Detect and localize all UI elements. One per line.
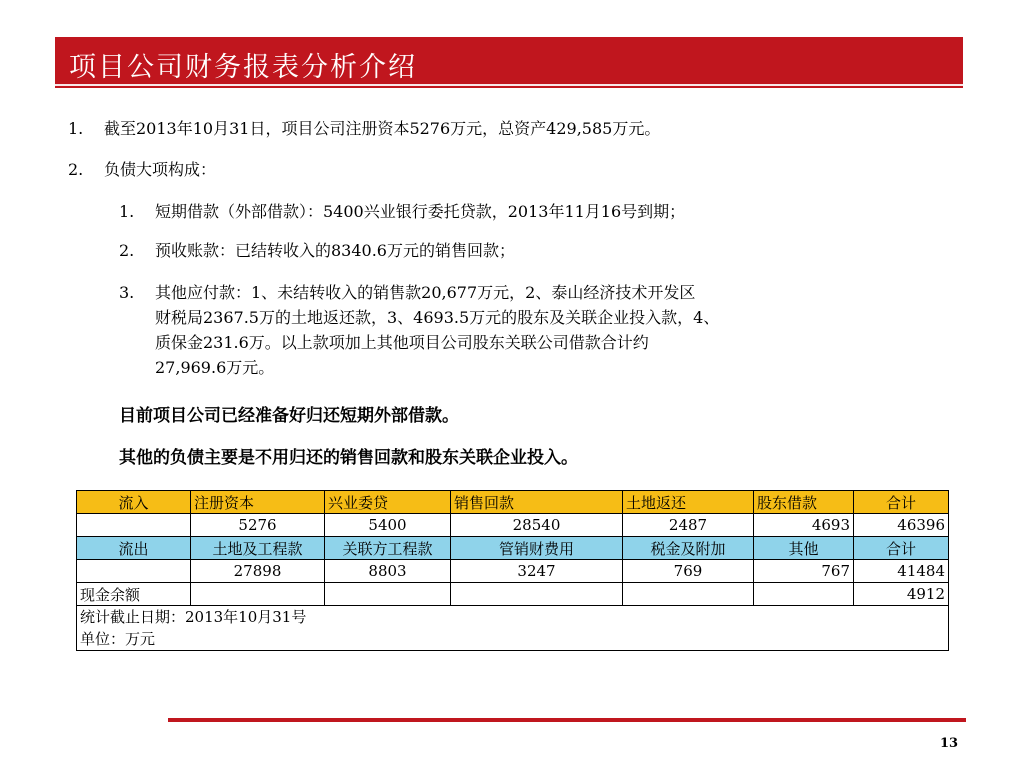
table-cell: 46396 xyxy=(854,514,949,537)
balance-row xyxy=(77,583,949,606)
page-number: 13 xyxy=(940,736,959,751)
footnote-date: 统计截止日期：2013年10月31号 xyxy=(80,608,307,626)
list-item-2 xyxy=(68,157,216,180)
slide-title: 项目公司财务报表分析介绍 xyxy=(69,52,417,83)
sub-number: 3. xyxy=(119,283,135,302)
list-number: 1. xyxy=(68,119,84,138)
table-cell: 41484 xyxy=(854,560,949,583)
inflow-header-row xyxy=(77,491,949,514)
header-cell: 注册资本 xyxy=(191,491,325,514)
table-cell: 2487 xyxy=(623,514,754,537)
inflow-values-row xyxy=(77,514,949,537)
sub-text: 短期借款（外部借款）：5400兴业银行委托贷款，2013年11月16号到期； xyxy=(155,202,686,221)
table-cell xyxy=(623,583,754,606)
table-cell xyxy=(77,560,191,583)
header-cell: 管销财费用 xyxy=(451,537,623,560)
note-repay: 目前项目公司已经准备好归还短期外部借款。 xyxy=(119,406,459,426)
note-other-liabilities: 其他的负债主要是不用归还的销售回款和股东关联企业投入。 xyxy=(119,448,578,468)
list-text: 截至2013年10月31日，项目公司注册资本5276万元，总资产429,585万元。 xyxy=(104,119,661,138)
table-cell xyxy=(325,583,451,606)
table-cell xyxy=(754,583,854,606)
sub-text: 预收账款：已结转收入的8340.6万元的销售回款； xyxy=(155,241,515,260)
sub-item-3-line-4: 27,969.6万元。 xyxy=(155,358,275,377)
footer-divider xyxy=(168,718,966,722)
list-number: 2. xyxy=(68,160,84,179)
header-cell: 土地及工程款 xyxy=(191,537,325,560)
list-text: 负债大项构成： xyxy=(104,160,217,179)
sub-number: 2. xyxy=(119,241,135,260)
balance-label: 现金余额 xyxy=(77,583,191,606)
sub-item-1 xyxy=(119,199,685,222)
header-cell: 流入 xyxy=(77,491,191,514)
table-cell: 769 xyxy=(623,560,754,583)
title-underline xyxy=(55,84,963,86)
header-cell: 关联方工程款 xyxy=(325,537,451,560)
cash-flow-table xyxy=(76,490,949,651)
footnote-unit: 单位：万元 xyxy=(80,630,156,648)
sub-item-2 xyxy=(119,238,515,261)
outflow-values-row xyxy=(77,560,949,583)
footnote-row xyxy=(77,606,949,651)
table-cell: 767 xyxy=(754,560,854,583)
table-cell: 4693 xyxy=(754,514,854,537)
header-cell: 兴业委贷 xyxy=(325,491,451,514)
header-cell: 税金及附加 xyxy=(623,537,754,560)
header-cell: 流出 xyxy=(77,537,191,560)
sub-item-3-line-3: 质保金231.6万。以上款项加上其他项目公司股东关联公司借款合计约 xyxy=(155,333,649,352)
header-cell: 其他 xyxy=(754,537,854,560)
list-item-1 xyxy=(68,116,660,139)
header-cell: 销售回款 xyxy=(451,491,623,514)
outflow-header-row xyxy=(77,537,949,560)
header-cell: 合计 xyxy=(854,491,949,514)
sub-number: 1. xyxy=(119,202,135,221)
sub-item-3-line-2: 财税局2367.5万的土地返还款，3、4693.5万元的股东及关联企业投入款，4、 xyxy=(155,308,720,327)
table-cell xyxy=(77,514,191,537)
balance-value: 4912 xyxy=(854,583,949,606)
table-cell: 28540 xyxy=(451,514,623,537)
sub-text: 其他应付款：1、未结转收入的销售款20,677万元，2、泰山经济技术开发区 xyxy=(155,283,696,302)
table-cell xyxy=(191,583,325,606)
table-cell: 5276 xyxy=(191,514,325,537)
header-cell: 合计 xyxy=(854,537,949,560)
title-bar xyxy=(55,37,963,88)
header-cell: 股东借款 xyxy=(754,491,854,514)
table-cell: 5400 xyxy=(325,514,451,537)
table-cell: 27898 xyxy=(191,560,325,583)
table-cell: 3247 xyxy=(451,560,623,583)
header-cell: 土地返还 xyxy=(623,491,754,514)
table-footnote xyxy=(77,606,949,651)
table-cell: 8803 xyxy=(325,560,451,583)
table-cell xyxy=(451,583,623,606)
sub-item-3 xyxy=(119,280,695,303)
